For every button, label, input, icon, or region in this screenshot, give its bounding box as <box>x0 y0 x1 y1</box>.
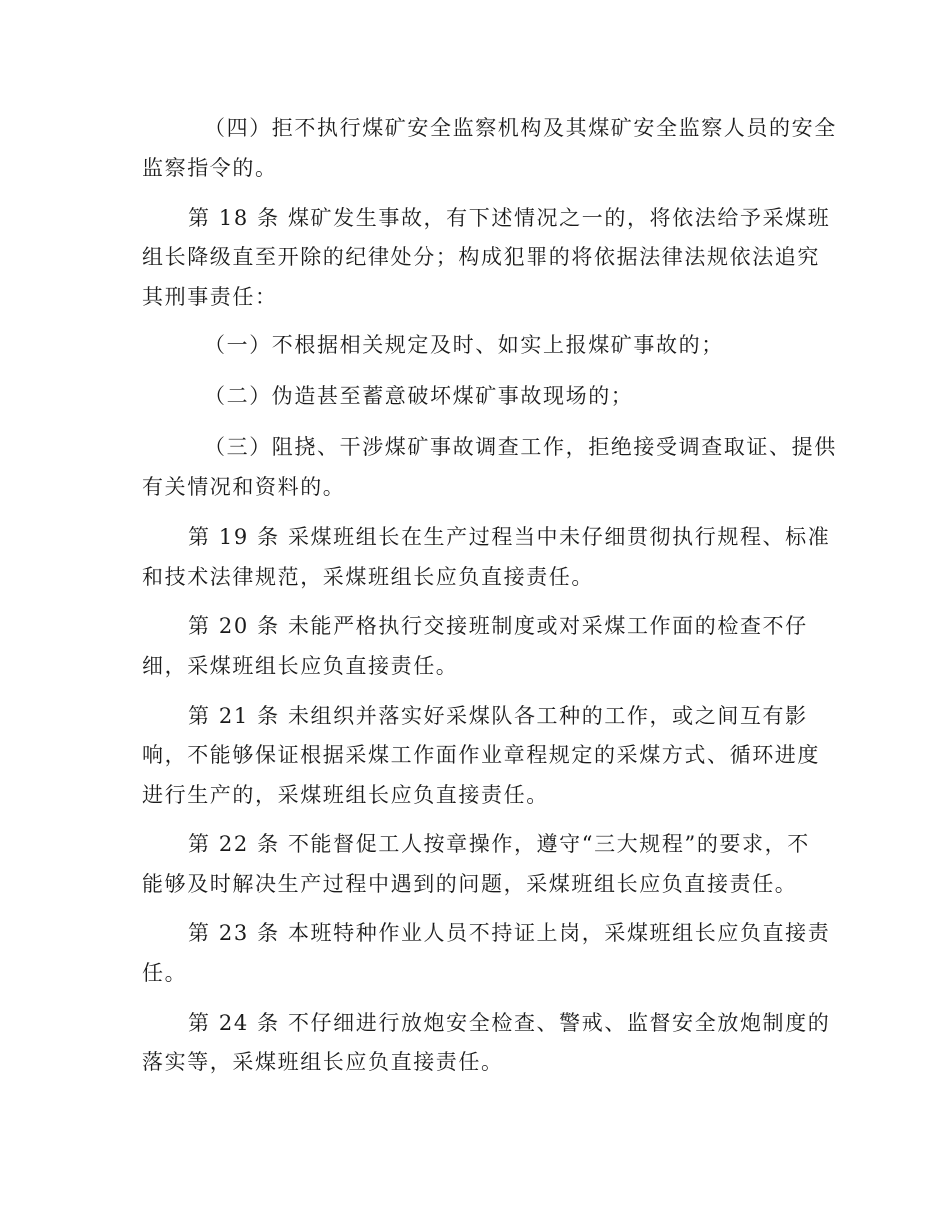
article-24-line: 第 24 条 不仔细进行放炮安全检查、警戒、监督安全放炮制度的 <box>188 1011 831 1035</box>
text-line: 监察指令的。 <box>142 156 278 180</box>
text-line: 落实等，采煤班组长应负直接责任。 <box>142 1050 504 1074</box>
article-21-line: 第 21 条 未组织并落实好采煤队各工种的工作，或之间互有影 <box>188 704 808 728</box>
text-line: 其刑事责任： <box>142 285 278 309</box>
text-line: 任。 <box>142 961 188 985</box>
text-line: （四）拒不执行煤矿安全监察机构及其煤矿安全监察人员的安全 <box>204 116 837 140</box>
text-line: 响，不能够保证根据采煤工作面作业章程规定的采煤方式、循环进度 <box>142 743 820 767</box>
clause-2-line: （二）伪造甚至蓄意破坏煤矿事故现场的； <box>204 384 634 408</box>
text-line: 细，采煤班组长应负直接责任。 <box>142 654 459 678</box>
text-line: 有关情况和资料的。 <box>142 475 346 499</box>
clause-1-line: （一）不根据相关规定及时、如实上报煤矿事故的； <box>204 333 724 357</box>
article-20-line: 第 20 条 未能严格执行交接班制度或对采煤工作面的检查不仔 <box>188 614 808 638</box>
text-line: 和技术法律规范，采煤班组长应负直接责任。 <box>142 565 594 589</box>
text-line: 进行生产的，采煤班组长应负直接责任。 <box>142 783 549 807</box>
article-22-line: 第 22 条 不能督促工人按章操作，遵守“三大规程”的要求，不 <box>188 832 810 856</box>
article-19-line: 第 19 条 采煤班组长在生产过程当中未仔细贯彻执行规程、标准 <box>188 525 831 549</box>
clause-3-line: （三）阻挠、干涉煤矿事故调查工作，拒绝接受调查取证、提供 <box>204 435 837 459</box>
article-23-line: 第 23 条 本班特种作业人员不持证上岗，采煤班组长应负直接责 <box>188 921 831 945</box>
text-line: 能够及时解决生产过程中遇到的问题，采煤班组长应负直接责任。 <box>142 872 798 896</box>
text-line: 组长降级直至开除的纪律处分；构成犯罪的将依据法律法规依法追究 <box>142 245 820 269</box>
article-18-line: 第 18 条 煤矿发生事故，有下述情况之一的，将依法给予采煤班 <box>188 206 831 230</box>
